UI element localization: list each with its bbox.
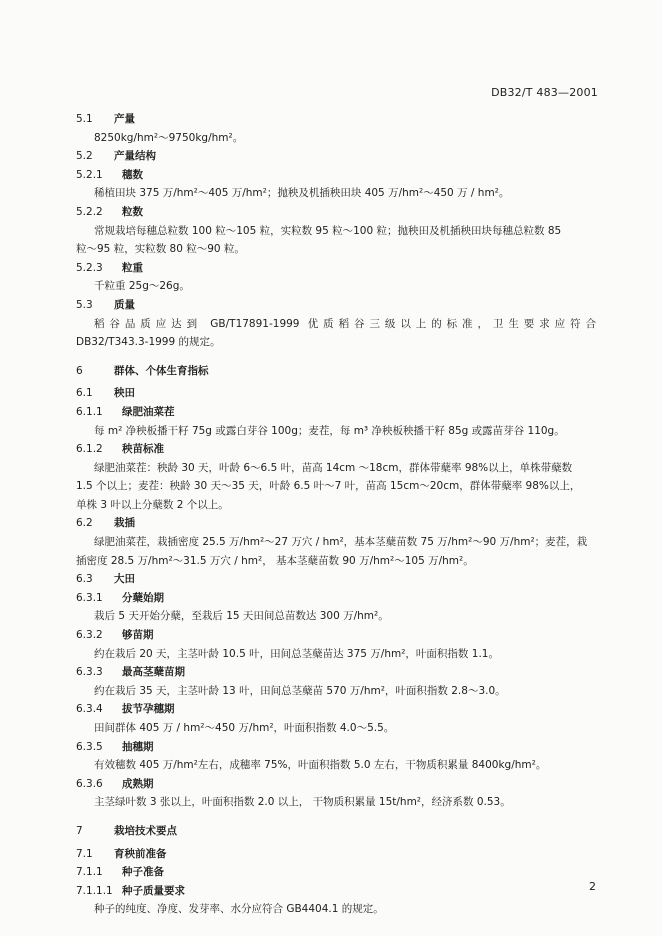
section-title: 秧田 xyxy=(114,387,135,400)
section-number: 7.1.1.1 xyxy=(76,884,113,897)
paragraph-line: 绿肥油菜茬：秧龄 30 天，叶龄 6～6.5 叶，苗高 14cm ～18cm，群体带蘖率 98%以上，单株带蘖数 xyxy=(94,461,573,474)
section-number: 6.1.2 xyxy=(76,443,103,456)
section-heading xyxy=(76,296,596,315)
section-number: 6.3.2 xyxy=(76,629,103,642)
section-heading xyxy=(76,203,596,222)
section-title: 产量 xyxy=(114,113,135,125)
paragraph-continuation: 插密度 28.5 万/hm²～31.5 万穴 / hm²， 基本茎蘖苗数 90 万/hm²～105 万/hm²。 xyxy=(76,554,474,567)
paragraph-line: 主茎绿叶数 3 张以上，叶面积指数 2.0 以上， 干物质积累量 15t/hm²，经济系数 0.53。 xyxy=(94,796,511,809)
section-title: 粒重 xyxy=(122,261,143,274)
section-heading xyxy=(76,514,596,533)
section-title: 最高茎蘖苗期 xyxy=(122,666,185,679)
section-title: 栽培技术要点 xyxy=(114,824,177,837)
section-number: 5.2 xyxy=(76,150,93,163)
paragraph-line: 有效穗数 405 万/hm²左右，成穗率 75%，叶面积指数 5.0 左右，干物质积累量 8400kg/hm²。 xyxy=(94,759,547,772)
section-number: 5.2.1 xyxy=(76,168,103,181)
section-number: 5.3 xyxy=(76,298,93,311)
section-number: 6 xyxy=(76,364,83,377)
section-gap xyxy=(76,352,596,362)
section-title: 种子准备 xyxy=(122,866,164,879)
section-title: 栽插 xyxy=(114,517,135,530)
chapter-heading xyxy=(76,362,596,381)
section-number: 7.1 xyxy=(76,847,93,860)
paragraph-line: 田间群体 405 万 / hm²～450 万/hm²，叶面积指数 4.0～5.5。 xyxy=(94,722,395,734)
section-number: 6.3.1 xyxy=(76,591,103,604)
section-heading xyxy=(76,259,596,278)
section-number: 6.3.5 xyxy=(76,740,103,753)
section-number: 5.1 xyxy=(76,113,93,125)
paragraph-continuation: DB32/T343.3-1999 的规定。 xyxy=(76,336,221,349)
section-title: 够苗期 xyxy=(122,629,154,642)
paragraph-line: 千粒重 25g～26g。 xyxy=(94,280,190,293)
section-title: 种子质量要求 xyxy=(122,884,185,897)
section-heading xyxy=(76,384,596,403)
section-title: 育秧前准备 xyxy=(114,847,167,860)
section-gap xyxy=(76,812,596,822)
page-number: 2 xyxy=(589,880,596,893)
section-heading xyxy=(76,738,596,757)
section-title: 拔节孕穗期 xyxy=(122,703,175,716)
section-title: 绿肥油菜茬 xyxy=(122,405,175,418)
section-number: 6.1.1 xyxy=(76,405,103,418)
section-title: 分蘖始期 xyxy=(122,591,164,604)
paragraph-line: 绿肥油菜茬，栽插密度 25.5 万/hm²～27 万穴 / hm²，基本茎蘖苗数 75 万/hm²～90 万/hm²；麦茬，栽 xyxy=(94,536,588,549)
section-number: 5.2.3 xyxy=(76,261,103,274)
section-title: 群体、个体生育指标 xyxy=(114,364,209,377)
section-title: 秧苗标准 xyxy=(122,443,164,456)
section-title: 穗数 xyxy=(122,168,143,181)
section-heading xyxy=(76,882,596,901)
section-number: 5.2.2 xyxy=(76,205,103,218)
paragraph-line: 栽后 5 天开始分蘖，至栽后 15 天田间总苗数达 300 万/hm²。 xyxy=(94,610,389,623)
section-heading xyxy=(76,403,596,422)
paragraph-line: 稻谷品质应达到 GB/T17891-1999 优质稻谷三级以上的标准，卫生要求应符合 xyxy=(94,317,596,330)
section-title: 质量 xyxy=(114,298,135,311)
paragraph-line: 种子的纯度、净度、发芽率、水分应符合 GB4404.1 的规定。 xyxy=(94,903,384,916)
section-heading xyxy=(76,589,596,608)
section-heading xyxy=(76,570,596,589)
paragraph-line: 稀植田块 375 万/hm²～405 万/hm²；抛秧及机插秧田块 405 万/hm²～450 万 / hm²。 xyxy=(94,187,510,200)
section-heading xyxy=(76,663,596,682)
section-heading xyxy=(76,110,596,129)
section-title: 成熟期 xyxy=(122,777,154,790)
section-number: 6.2 xyxy=(76,517,93,530)
section-number: 6.3.4 xyxy=(76,703,103,716)
section-heading xyxy=(76,147,596,166)
section-number: 7.1.1 xyxy=(76,866,103,879)
section-number: 6.1 xyxy=(76,387,93,400)
section-heading xyxy=(76,845,596,864)
section-number: 7 xyxy=(76,824,83,837)
paragraph-line: 常规栽培每穗总粒数 100 粒～105 粒，实粒数 95 粒～100 粒；抛秧田及机插秧田块每穗总粒数 85 xyxy=(94,224,562,237)
chapter-heading xyxy=(76,822,596,841)
section-number: 6.3.3 xyxy=(76,666,103,679)
section-title: 大田 xyxy=(114,573,135,586)
standard-code: DB32/T 483—2001 xyxy=(491,86,598,99)
section-title: 抽穗期 xyxy=(122,740,154,753)
document-body xyxy=(76,110,596,919)
section-number: 6.3.6 xyxy=(76,777,103,790)
paragraph-continuation: 粒～95 粒，实粒数 80 粒～90 粒。 xyxy=(76,243,245,256)
section-heading xyxy=(76,863,596,882)
paragraph-continuation: 单株 3 叶以上分蘖数 2 个以上。 xyxy=(76,498,229,511)
paragraph-continuation: 1.5 个以上；麦茬：秧龄 30 天～35 天，叶龄 6.5 叶～7 叶，苗高 15cm～20cm，群体带蘖率 98%以上， xyxy=(76,480,581,493)
section-title: 粒数 xyxy=(122,205,143,218)
paragraph-line: 每 m² 净秧板播干籽 75g 或露白芽谷 100g；麦茬，每 m³ 净秧板秧播干籽 85g 或露苗芽谷 110g。 xyxy=(94,424,565,437)
section-title: 产量结构 xyxy=(114,150,156,163)
section-heading xyxy=(76,440,596,459)
section-heading xyxy=(76,775,596,794)
section-heading xyxy=(76,166,596,185)
paragraph-line: 约在栽后 35 天，主茎叶龄 13 叶，田间总茎蘖苗 570 万/hm²，叶面积指数 2.8～3.0。 xyxy=(94,684,506,697)
paragraph-line: 约在栽后 20 天，主茎叶龄 10.5 叶，田间总茎蘖苗达 375 万/hm²，叶面积指数 1.1。 xyxy=(94,647,499,660)
section-heading xyxy=(76,700,596,719)
section-number: 6.3 xyxy=(76,573,93,586)
section-heading xyxy=(76,626,596,645)
paragraph-line: 8250kg/hm²～9750kg/hm²。 xyxy=(94,131,244,144)
